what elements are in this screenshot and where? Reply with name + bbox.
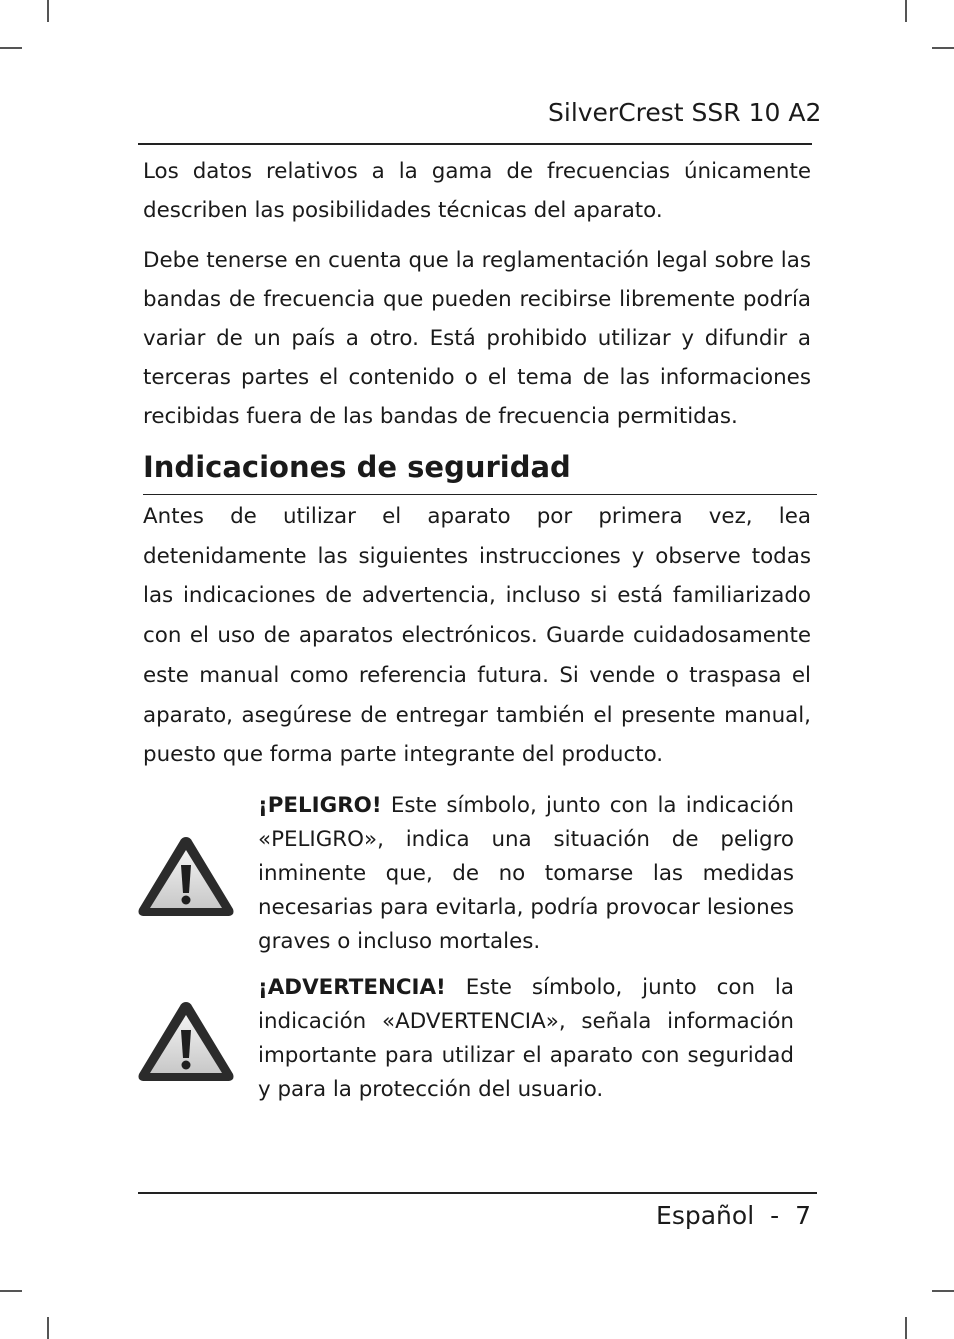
footer-language: Español: [656, 1201, 755, 1230]
crop-mark: [0, 47, 22, 49]
header-rule: [138, 143, 812, 145]
page-number: 7: [795, 1201, 811, 1230]
page-footer: [656, 1201, 811, 1230]
page-header: SilverCrest SSR 10 A2: [548, 98, 822, 127]
section-body: Antes de utilizar el aparato por primera vez, lea detenidamente las siguientes instrucciones y observe todas las indicaciones de advertencia, incluso si está familiarizado con el uso de aparatos electrónicos. Guarde cuidadosamente este manual como referencia futura. Si vende o traspasa el aparato, asegúrese de entregar también el presente manual, puesto que forma parte integrante del producto.: [143, 504, 811, 768]
warning-caution-label: ¡ADVERTENCIA!: [258, 975, 446, 1000]
warning-triangle-icon: [136, 833, 236, 919]
crop-mark: [0, 1290, 22, 1292]
footer-separator: -: [770, 1201, 780, 1230]
crop-mark: [47, 0, 49, 22]
crop-mark: [905, 1317, 907, 1339]
paragraph-legal-regulation: Debe tenerse en cuenta que la reglamentación legal sobre las bandas de frecuencia que pueden recibirse libremente podría variar de un país a otro. Está prohibido utilizar y difundir a terceras partes el contenido o el tema de las informaciones recibidas fuera de las bandas de frecuencia permitidas.: [143, 248, 811, 429]
warning-danger: [258, 789, 794, 959]
crop-mark: [905, 0, 907, 22]
warning-danger-label: ¡PELIGRO!: [258, 793, 382, 818]
footer-rule: [138, 1192, 817, 1194]
crop-mark: [932, 47, 954, 49]
warning-caution-text: Este símbolo, junto con la indicación «ADVERTENCIA», señala información importante para utilizar el aparato con seguridad y para la protección del usuario.: [258, 975, 794, 1102]
warning-triangle-icon: [136, 998, 236, 1084]
crop-mark: [47, 1317, 49, 1339]
section-title: Indicaciones de seguridad: [143, 450, 571, 484]
warning-caution: [258, 971, 794, 1107]
warning-danger-text: Este símbolo, junto con la indicación «PELIGRO», indica una situación de peligro inminente que, de no tomarse las medidas necesarias para evitarla, podría provocar lesiones graves o incluso mortales.: [258, 793, 794, 954]
paragraph-frequency-range: Los datos relativos a la gama de frecuencias únicamente describen las posibilidades técnicas del aparato.: [143, 159, 811, 223]
crop-mark: [932, 1290, 954, 1292]
section-rule: [143, 494, 817, 495]
